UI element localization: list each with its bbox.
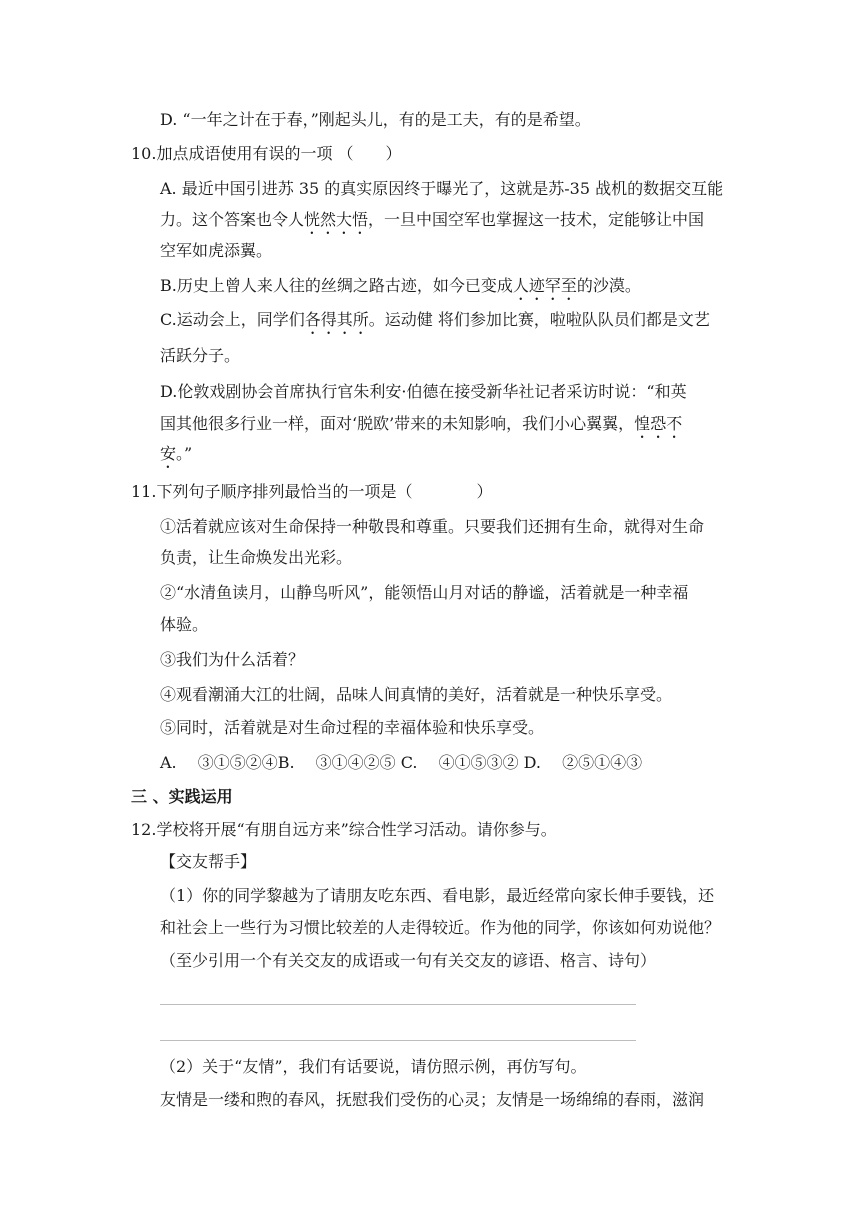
q11-sentence-4: ④观看潮涌大江的壮阔，品味人间真情的美好，活着就是一种快乐享受。 [160, 685, 673, 704]
q11-sentence-3: ③我们为什么活着？ [160, 650, 305, 669]
q11-sentence-1b: 负责，让生命焕发出光彩。 [160, 548, 353, 567]
text-segment: C.运动会上，同学们 [160, 310, 305, 329]
q10-option-c-line1 [160, 309, 710, 338]
q10-option-d-line3 [160, 443, 192, 472]
dotted-idiom: 人迹罕至 [512, 276, 577, 295]
text-segment: 。运动健 将们参加比赛，啦啦队队员们都是文艺 [368, 310, 710, 329]
q12-part2-example: 友情是一缕和煦的春风，抚慰我们受伤的心灵；友情是一场绵绵的春雨，滋润 [160, 1090, 705, 1109]
q10-option-d-line2 [160, 413, 682, 442]
q12-part2-prompt: （2）关于“友情”，我们有话要说，请仿照示例，再仿写句。 [160, 1057, 587, 1076]
q11-options: A. ③①⑤②④B. ③①④②⑤ C. ④①⑤③② D. ②⑤①④③ [160, 753, 643, 772]
dotted-idiom: 安 [160, 444, 177, 463]
text-segment: 。” [176, 444, 193, 463]
q11-stem: 11.下列句子顺序排列最恰当的一项是（ ） [131, 482, 493, 501]
q11-sentence-5: ⑤同时，活着就是对生命过程的幸福体验和快乐享受。 [160, 718, 545, 737]
section-heading: 三 、实践运用 [131, 787, 233, 806]
q10-stem: 10.加点成语使用有误的一项 （ ） [131, 144, 402, 163]
q11-sentence-2a: ②“水清鱼读月，山静鸟听风”，能领悟山月对话的静谧，活着就是一种幸福 [160, 583, 689, 602]
answer-line[interactable] [160, 1004, 636, 1005]
dotted-idiom: 惶恐不 [634, 414, 683, 433]
q10-option-a-line2 [160, 209, 704, 238]
q10-option-c-line2: 活跃分子。 [160, 346, 241, 365]
dotted-idiom: 恍然大悟 [304, 210, 369, 229]
answer-line[interactable] [160, 1040, 636, 1041]
q11-sentence-1a: ①活着就应该对生命保持一种敬畏和尊重。只要我们还拥有生命，就得对生命 [160, 517, 705, 536]
dotted-idiom: 各得其所 [304, 310, 369, 329]
text-segment: B.历史上曾人来人往的丝绸之路古迹，如今已变成 [160, 276, 513, 295]
text-segment: 力。这个答案也令人 [160, 210, 305, 229]
text-segment: 国其他很多行业一样，面对‘脱欧’带来的未知影响，我们小心翼翼， [160, 414, 635, 433]
q11-sentence-2b: 体验。 [160, 615, 209, 634]
q9-option-d: D. “一年之计在于春，”刚起头儿，有的是工夫，有的是希望。 [160, 110, 591, 129]
q12-part1-line2: 和社会上一些行为习惯比较差的人走得较近。作为他的同学，你该如何劝说他？ [160, 918, 721, 937]
q10-option-b [160, 275, 641, 304]
q10-option-a-line3: 空军如虎添翼。 [160, 241, 273, 260]
q12-part1-line1: （1）你的同学黎越为了请朋友吃东西、看电影，最近经常向家长伸手要钱，还 [160, 886, 715, 905]
q10-option-d-line1: D.伦敦戏剧协会首席执行官朱利安·伯德在接受新华社记者采访时说：“和英 [160, 382, 687, 401]
q12-part1-line3: （至少引用一个有关交友的成语或一句有关交友的谚语、格言、诗句） [160, 951, 657, 970]
q12-subsection-title: 【交友帮手】 [160, 852, 257, 871]
text-segment: 的沙漠。 [576, 276, 641, 295]
text-segment: ，一旦中国空军也掌握这一技术，定能够让中国 [368, 210, 705, 229]
q10-option-a-line1: A. 最近中国引进苏 35 的真实原因终于曝光了，这就是苏-35 战机的数据交互能 [160, 179, 724, 198]
q12-stem: 12.学校将开展“有朋自远方来”综合性学习活动。请你参与。 [131, 820, 557, 839]
